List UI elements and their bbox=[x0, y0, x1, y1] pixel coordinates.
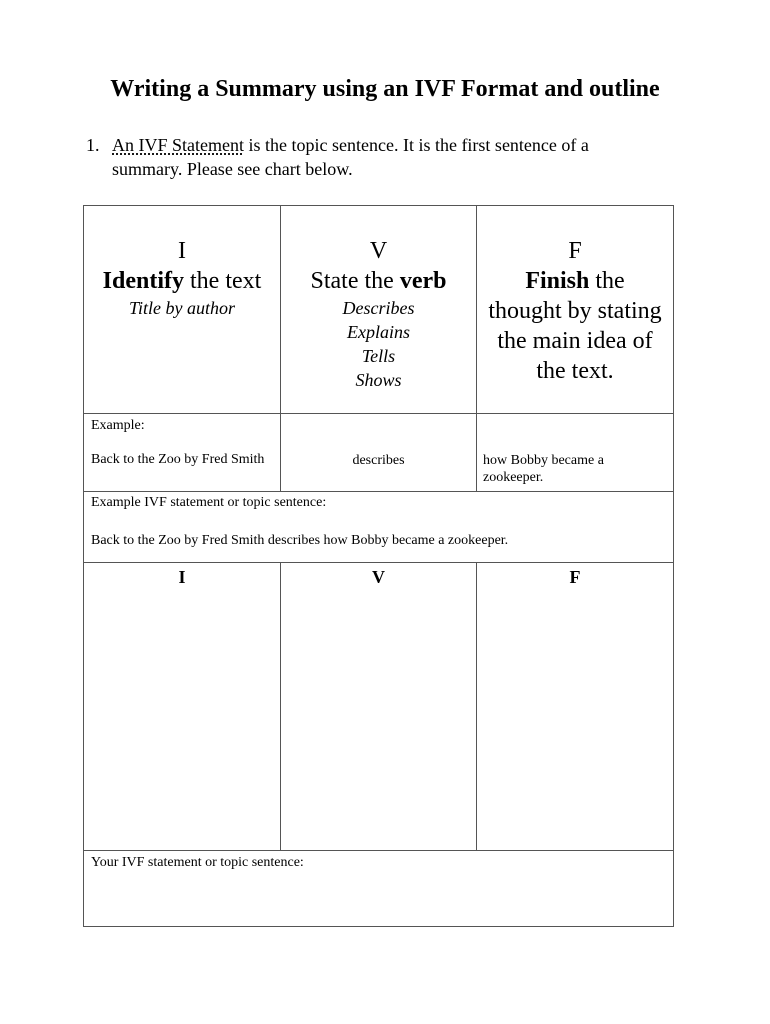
verb-option: Tells bbox=[361, 346, 396, 366]
chart-header-row bbox=[84, 206, 674, 414]
ivf-chart bbox=[83, 205, 674, 927]
example-row bbox=[84, 414, 674, 492]
your-statement-cell[interactable] bbox=[84, 851, 674, 927]
finish-heading bbox=[477, 266, 673, 296]
intro-text: is the topic sentence. It is the first sentence of a bbox=[244, 135, 589, 155]
identify-heading bbox=[84, 266, 280, 296]
list-number: 1. bbox=[86, 135, 100, 155]
verb-heading bbox=[281, 266, 476, 296]
ivf-statement-term: An IVF Statement bbox=[112, 135, 244, 155]
identify-sub: Title by author bbox=[128, 298, 235, 318]
example-statement-text: Back to the Zoo by Fred Smith describes how Bobby became a zookeeper. bbox=[91, 533, 509, 548]
finish-header-cell bbox=[477, 206, 674, 414]
verb-prefix: State the bbox=[310, 268, 400, 294]
example-verb-text: describes bbox=[352, 453, 405, 468]
blank-verb-cell[interactable] bbox=[281, 563, 477, 851]
verb-option: Shows bbox=[355, 370, 402, 390]
verb-option: Describes bbox=[342, 298, 415, 318]
your-statement-row bbox=[84, 851, 674, 927]
example-finish-text: how Bobby became a zookeeper. bbox=[483, 453, 604, 485]
identify-header-cell bbox=[84, 206, 281, 414]
example-statement-row bbox=[84, 492, 674, 563]
verb-option: Explains bbox=[347, 322, 410, 342]
blank-letter-f: F bbox=[569, 567, 581, 587]
letter-f: F bbox=[568, 238, 582, 264]
finish-line: thought by stating bbox=[488, 298, 662, 324]
blank-identify-cell[interactable] bbox=[84, 563, 281, 851]
example-identify-cell bbox=[84, 414, 281, 492]
intro-text-line2: summary. Please see chart below. bbox=[112, 159, 353, 179]
identify-rest: the text bbox=[184, 268, 262, 294]
blank-ivf-row bbox=[84, 563, 674, 851]
verb-bold: verb bbox=[399, 268, 447, 294]
page-title: Writing a Summary using an IVF Format and outline bbox=[110, 76, 660, 102]
your-statement-label: Your IVF statement or topic sentence: bbox=[91, 855, 304, 870]
example-statement-cell bbox=[84, 492, 674, 563]
example-statement-label: Example IVF statement or topic sentence: bbox=[91, 495, 327, 510]
letter-i: I bbox=[178, 238, 186, 264]
verb-header-cell bbox=[281, 206, 477, 414]
example-verb-cell bbox=[281, 414, 477, 492]
finish-line: the text. bbox=[536, 358, 614, 384]
example-label: Example: bbox=[91, 418, 145, 433]
intro-paragraph bbox=[86, 133, 686, 181]
blank-letter-i: I bbox=[178, 567, 186, 587]
example-identify-text: Back to the Zoo by Fred Smith bbox=[91, 452, 265, 467]
letter-v: V bbox=[369, 238, 388, 264]
finish-bold: Finish bbox=[525, 268, 590, 294]
blank-finish-cell[interactable] bbox=[477, 563, 674, 851]
finish-rest: the bbox=[589, 268, 625, 294]
finish-line: the main idea of bbox=[497, 328, 653, 354]
blank-letter-v: V bbox=[372, 567, 385, 587]
example-finish-cell bbox=[477, 414, 674, 492]
identify-bold: Identify bbox=[102, 268, 185, 294]
